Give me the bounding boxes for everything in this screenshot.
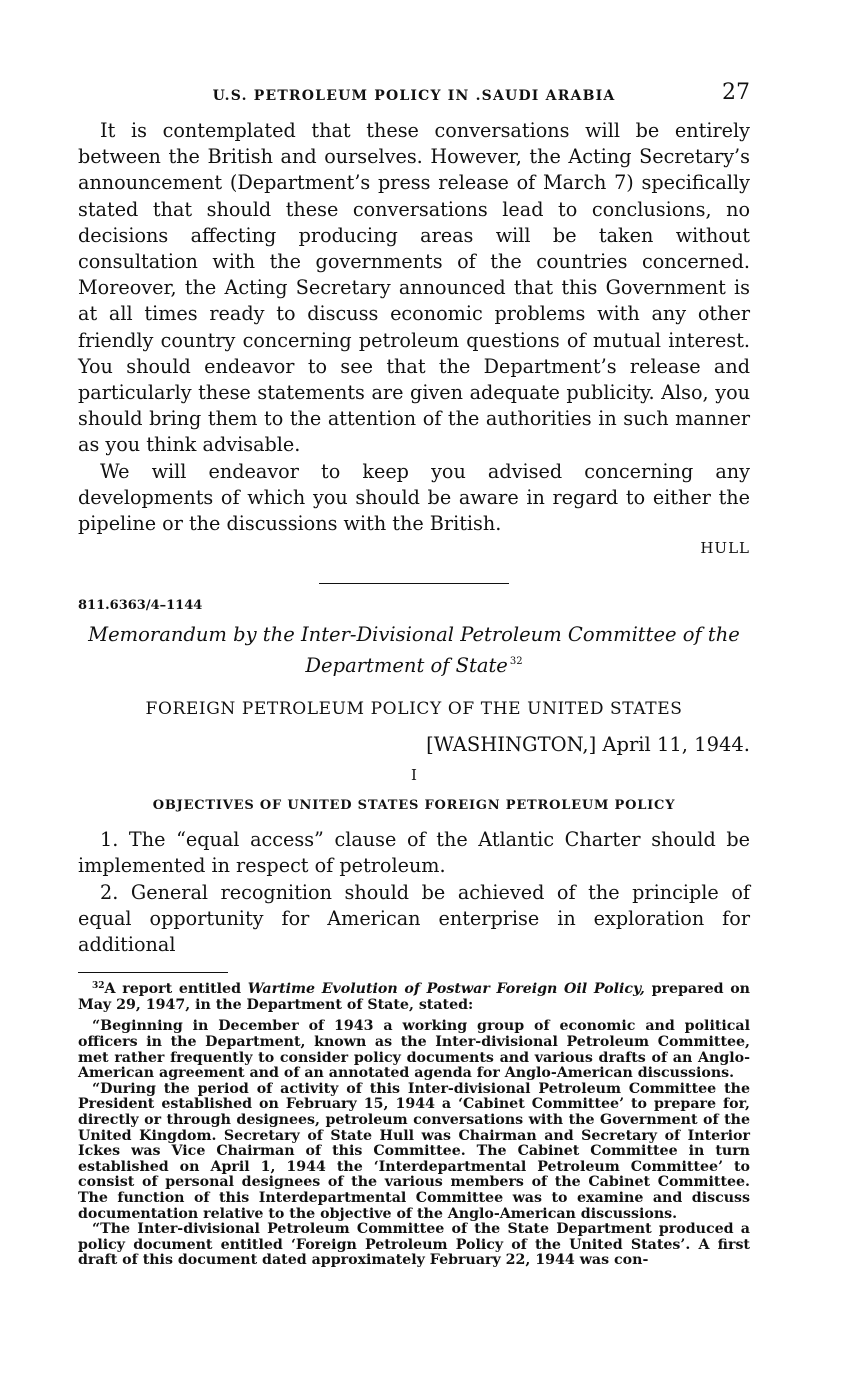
memo-title-line-1: Memorandum by the Inter-Divisional Petroleum Committee of the [88,623,740,647]
memo-title [78,621,750,679]
footnote-paragraph-3: “The Inter-divisional Petroleum Committee of the State Department produced a policy document entitled ‘Foreign Petroleum Policy of the United States’. A first draft of this document dated approximately February 22, 1944 was con- [78,1221,750,1269]
footnote-intro-b: prepared on May 29, 1947, in the Department of State, stated: [78,981,751,1013]
document-page [78,78,750,1269]
dateline: [WASHINGTON,] April 11, 1944. [426,733,750,757]
footnote-paragraph-2: “During the period of activity of this Inter-divisional Petroleum Committee the President established on February 15, 1944 a ‘Cabinet Committee’ to prepare for, directly or through designees, petroleum conversations with the Government of the United Kingdom. Secretary of State Hull was Chairman and Secretary of Interior Ickes was Vice Chairman of this Committee. The Cabinet Committee in turn established on April 1, 1944 the ‘Interdepartmental Petroleum Committee’ to consist of personal designees of the various members of the Cabinet Committee. The function of this Interdepartmental Committee was to examine and discuss documentation relative to the objective of the Anglo-American discussions. [78,1080,750,1222]
section-heading: OBJECTIVES OF UNITED STATES FOREIGN PETROLEUM POLICY [152,798,676,814]
body-paragraph-2: We will endeavor to keep you advised concerning any developments of which you should be aware in regard to either the pipeline or the discussions with the British. [78,459,750,536]
file-number: 811.6363/4–1144 [78,598,203,614]
footnote-report-title: Wartime Evolution of Postwar Foreign Oil Policy, [247,981,645,998]
section-divider [319,583,509,584]
page-header [78,78,750,118]
objective-item-2: 2. General recognition should be achieved of the principle of equal opportunity for American enterprise in exploration for additional [78,880,750,957]
footnote-intro-a: A report entitled [104,981,248,998]
footnote-mark: 32 [92,981,105,992]
footnote-paragraph-1: “Beginning in December of 1943 a working group of economic and political officers in the Department, known as the Inter-divisional Petroleum Committee, met rather frequently to consider policy documents and various drafts of an Anglo-American agreement and of an annotated agenda for Anglo-American discussions. [78,1018,750,1082]
memo-title-line-2: Department of State [305,654,508,678]
signature: HULL [700,539,750,558]
page-number: 27 [722,80,750,105]
body-paragraph-1: It is contemplated that these conversations will be entirely between the British and ourselves. However, the Acting Secretary’s announcement (Department’s press release of March 7) specifically stated that should these conversations lead to conclusions, no decisions affecting producing areas will be taken without consultation with the governments of the countries concerned. Moreover, the Acting Secretary announced that this Government is at all times ready to discuss economic problems with any other friendly country concerning petroleum questions of mutual interest. You should endeavor to see that the Department’s release and particularly these statements are given adequate publicity. Also, you should bring them to the attention of the authorities in such manner as you think advisable. [78,119,750,457]
footnote-divider [78,972,228,973]
section-number: I [411,766,417,785]
objective-item-1: 1. The “equal access” clause of the Atlantic Charter should be implemented in respect of petroleum. [78,828,750,878]
running-head: U.S. PETROLEUM POLICY IN .SAUDI ARABIA [212,88,616,104]
footnote-intro [78,979,750,1013]
footnote-reference: 32 [509,656,523,668]
document-title: FOREIGN PETROLEUM POLICY OF THE UNITED STATES [145,699,683,720]
